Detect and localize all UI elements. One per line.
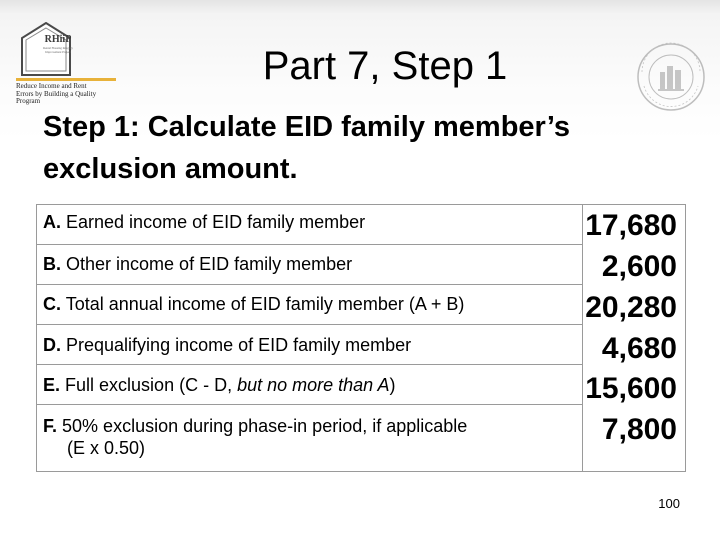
row-divider xyxy=(37,324,582,325)
logo-subtitle: Rental Housing Integrity Improvement Project xyxy=(43,46,73,54)
row-a-label: A. Earned income of EID family member xyxy=(43,212,366,232)
page-number: 100 xyxy=(658,496,680,511)
row-e-value: 15,600 xyxy=(585,372,677,405)
row-divider xyxy=(37,284,582,285)
row-d-value: 4,680 xyxy=(601,332,677,365)
step-heading xyxy=(43,106,643,190)
row-c-label: C. Total annual income of EID family member (A + B) xyxy=(43,294,465,314)
step-heading-line-2: exclusion amount. xyxy=(43,153,298,185)
row-d-label: D. Prequalifying income of EID family member xyxy=(43,335,412,355)
row-b-label: B. Other income of EID family member xyxy=(43,254,353,274)
row-divider xyxy=(37,404,582,405)
logo-tagline: Reduce Income and Rent Errors by Building a Quality Program xyxy=(16,82,97,105)
step-heading-line-1: Step 1: Calculate EID family member’s xyxy=(43,111,571,143)
row-e-label: E. Full exclusion (C - D, but no more than A) xyxy=(43,375,396,395)
row-f-label: F. 50% exclusion during phase-in period, if applicable (E x 0.50) xyxy=(43,416,468,458)
row-b-value: 2,600 xyxy=(601,250,677,283)
exclusion-calculation-table xyxy=(36,204,686,472)
row-divider xyxy=(37,244,582,245)
logo-wordmark: RHiiP xyxy=(44,34,72,45)
slide-title: Part 7, Step 1 xyxy=(262,44,508,88)
row-c-value: 20,280 xyxy=(585,291,677,324)
row-divider xyxy=(37,364,582,365)
row-f-value: 7,800 xyxy=(601,413,677,446)
row-a-value: 17,680 xyxy=(585,209,677,242)
